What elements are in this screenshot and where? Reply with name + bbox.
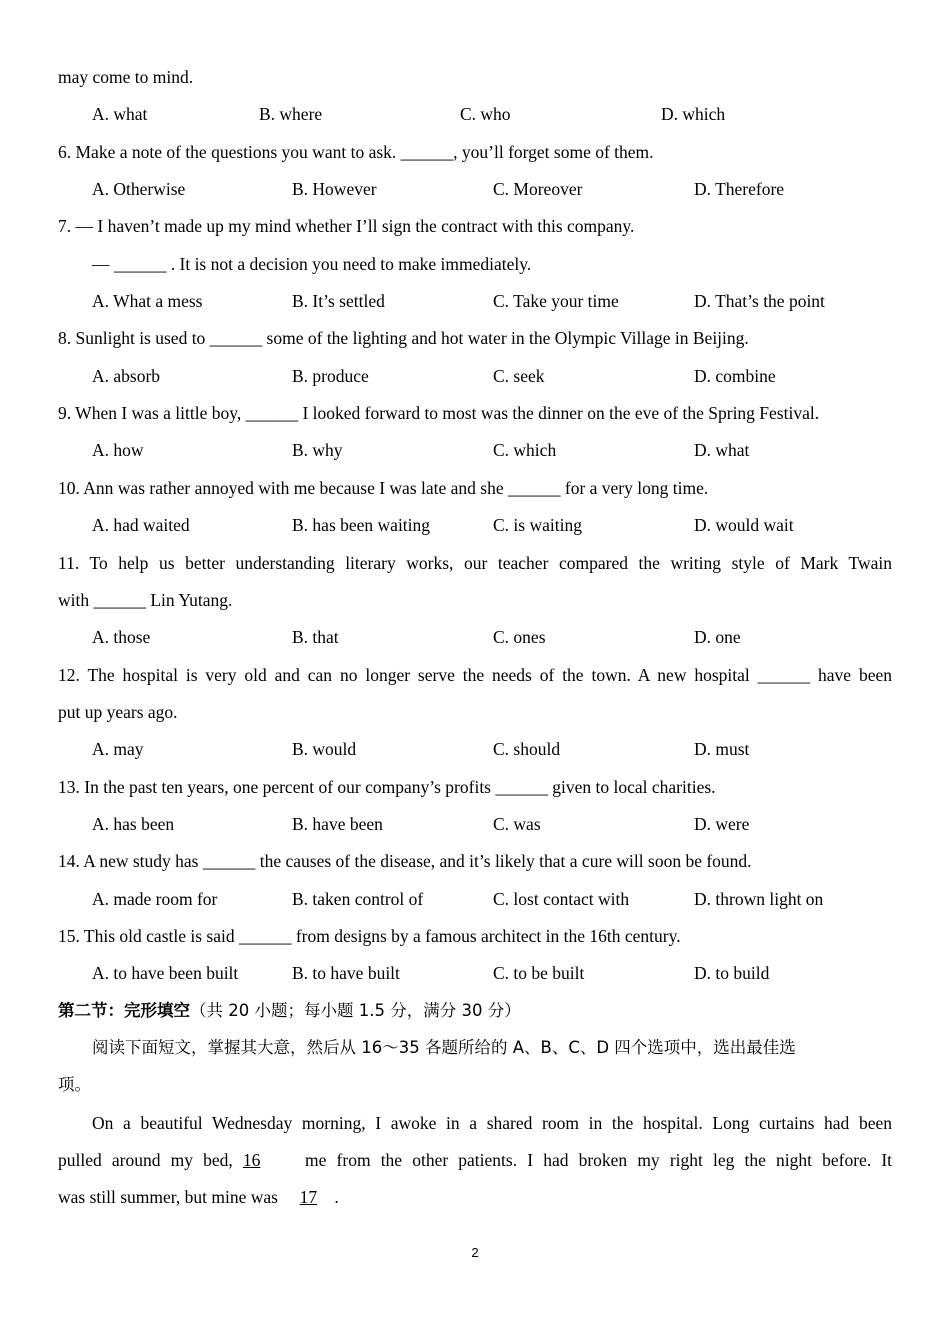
question-12: 12. The hospital is very old and can no longer serve the needs of the town. A new hospital ______ have been <box>58 665 892 685</box>
option-c: C. which <box>493 440 557 460</box>
option-d: D. were <box>694 814 750 834</box>
option-c: C. ones <box>493 627 546 647</box>
question-6: 6. Make a note of the questions you want to ask. ______, you’ll forget some of them. <box>58 142 654 162</box>
question-7: 7. — I haven’t made up my mind whether I’ll sign the contract with this company. <box>58 216 635 236</box>
section-instruction-cont: 项。 <box>58 1075 91 1094</box>
option-c: C. who <box>460 104 511 124</box>
option-a: A. made room for <box>92 889 218 909</box>
options-q13 <box>0 813 950 835</box>
passage-text: pulled around my bed, <box>58 1150 233 1170</box>
options-q14 <box>0 888 950 910</box>
question-8: 8. Sunlight is used to ______ some of the lighting and hot water in the Olympic Village in Beijing. <box>58 328 749 348</box>
option-b: B. However <box>292 179 377 199</box>
option-a: A. what <box>92 104 148 124</box>
option-a: A. how <box>92 440 144 460</box>
option-c: C. to be built <box>493 963 585 983</box>
passage-line-2 <box>58 1149 892 1171</box>
passage-text: was still summer, but mine was <box>58 1187 278 1207</box>
passage-text: . <box>334 1187 339 1207</box>
option-c: C. was <box>493 814 541 834</box>
question-10: 10. Ann was rather annoyed with me because I was late and she ______ for a very long time. <box>58 478 709 498</box>
option-a: A. may <box>92 739 144 759</box>
option-b: B. would <box>292 739 357 759</box>
option-d: D. combine <box>694 366 776 386</box>
option-c: C. is waiting <box>493 515 582 535</box>
options-q5 <box>0 103 950 125</box>
option-a: A. had waited <box>92 515 190 535</box>
section-instruction: 阅读下面短文，掌握其大意，然后从 16～35 各题所给的 A、B、C、D 四个选项中，选出最佳选 <box>92 1038 796 1057</box>
passage-line-3 <box>58 1186 892 1208</box>
option-d: D. to build <box>694 963 770 983</box>
options-q15 <box>0 962 950 984</box>
option-c: C. lost contact with <box>493 889 630 909</box>
page-number: 2 <box>471 1245 479 1260</box>
section-title: 第二节：完形填空 <box>58 1001 190 1020</box>
question-11: 11. To help us better understanding literary works, our teacher compared the writing style of Mark Twain <box>58 553 892 573</box>
question-5-tail: may come to mind. <box>58 67 194 87</box>
options-q7 <box>0 290 950 312</box>
passage-line-1: On a beautiful Wednesday morning, I awoke in a shared room in the hospital. Long curtains had been <box>92 1113 892 1133</box>
option-b: B. where <box>259 104 323 124</box>
option-c: C. Moreover <box>493 179 583 199</box>
options-q10 <box>0 514 950 536</box>
question-12-cont: put up years ago. <box>58 702 178 722</box>
option-d: D. That’s the point <box>694 291 825 311</box>
option-b: B. It’s settled <box>292 291 385 311</box>
option-b: B. have been <box>292 814 383 834</box>
option-a: A. Otherwise <box>92 179 186 199</box>
option-c: C. should <box>493 739 561 759</box>
option-b: B. has been waiting <box>292 515 431 535</box>
option-d: D. Therefore <box>694 179 785 199</box>
options-q12 <box>0 738 950 760</box>
question-13: 13. In the past ten years, one percent of our company’s profits ______ given to local charities. <box>58 777 716 797</box>
blank-16: 16 <box>242 1150 261 1170</box>
question-14: 14. A new study has ______ the causes of the disease, and it’s likely that a cure will soon be found. <box>58 851 752 871</box>
section-heading <box>58 1000 892 1022</box>
question-11-cont: with ______ Lin Yutang. <box>58 590 233 610</box>
option-d: D. thrown light on <box>694 889 824 909</box>
option-b: B. taken control of <box>292 889 424 909</box>
passage-text: me from the other patients. I had broken my right leg the night before. It <box>305 1150 893 1170</box>
options-q9 <box>0 439 950 461</box>
section-scoring: （共 20 小题；每小题 1.5 分，满分 30 分） <box>190 1001 521 1020</box>
option-a: A. has been <box>92 814 175 834</box>
question-15: 15. This old castle is said ______ from designs by a famous architect in the 16th century. <box>58 926 681 946</box>
option-d: D. would wait <box>694 515 794 535</box>
option-a: A. absorb <box>92 366 161 386</box>
option-a: A. those <box>92 627 151 647</box>
option-b: B. produce <box>292 366 369 386</box>
options-q8 <box>0 365 950 387</box>
question-9: 9. When I was a little boy, ______ I looked forward to most was the dinner on the eve of the Spring Festival. <box>58 403 820 423</box>
option-c: C. Take your time <box>493 291 619 311</box>
options-q11 <box>0 626 950 648</box>
option-b: B. that <box>292 627 339 647</box>
blank-17: 17 <box>299 1187 318 1207</box>
option-d: D. one <box>694 627 741 647</box>
option-b: B. why <box>292 440 343 460</box>
option-b: B. to have built <box>292 963 400 983</box>
option-d: D. must <box>694 739 750 759</box>
option-a: A. to have been built <box>92 963 239 983</box>
option-a: A. What a mess <box>92 291 203 311</box>
option-d: D. what <box>694 440 750 460</box>
option-d: D. which <box>661 104 726 124</box>
option-c: C. seek <box>493 366 545 386</box>
options-q6 <box>0 178 950 200</box>
question-7-reply: — ______ . It is not a decision you need to make immediately. <box>92 254 532 274</box>
